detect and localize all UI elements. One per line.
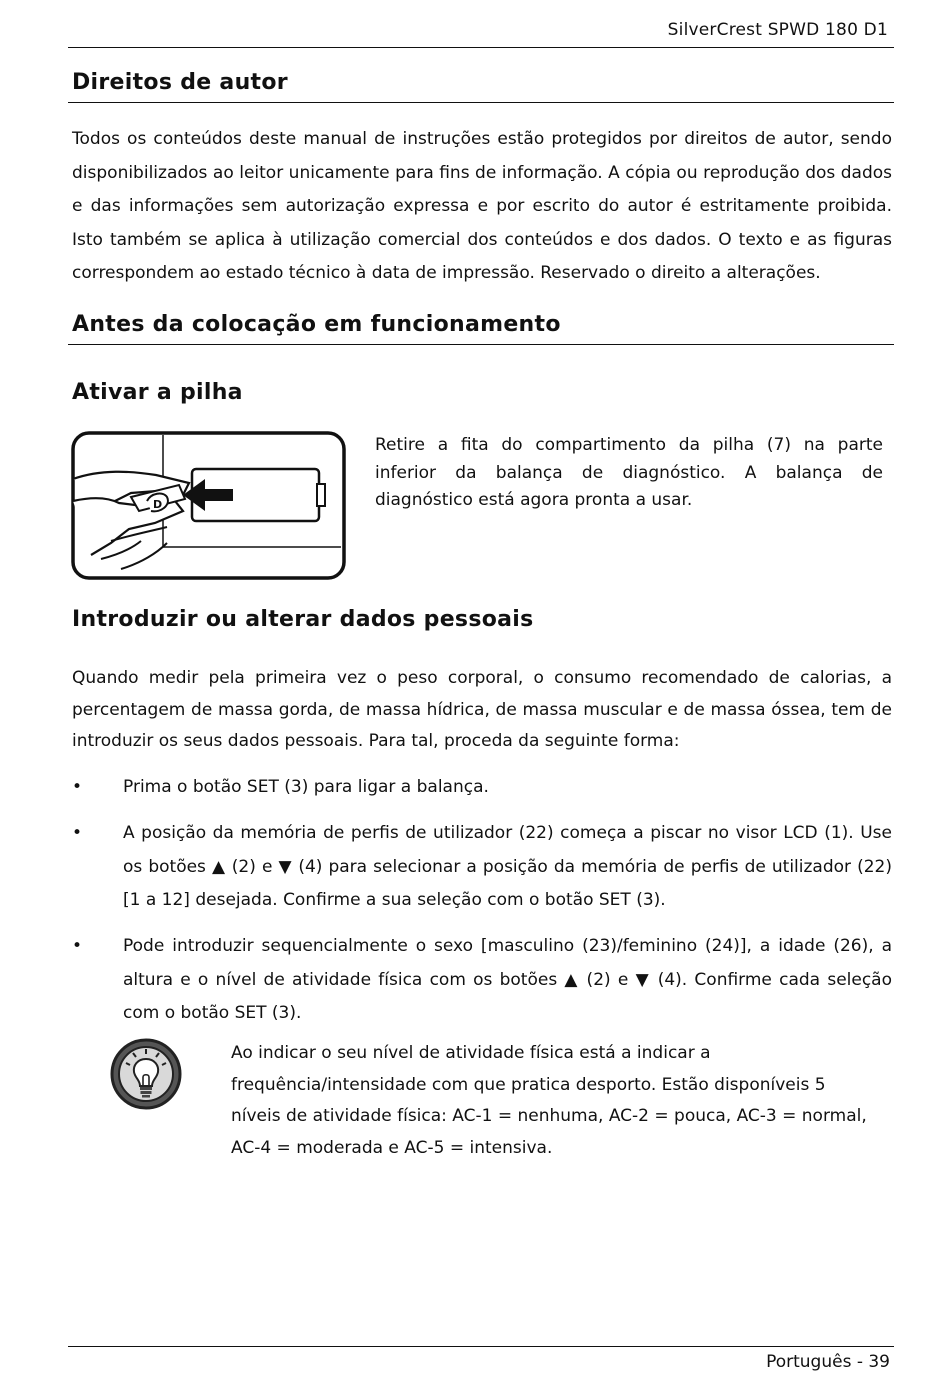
running-header: SilverCrest SPWD 180 D1 [667, 20, 888, 40]
battery-instructions: Retire a fita do compartimento da pilha (7) na parte inferior da balança de diagnóstico. A balança de diagnóstico está agora pronta a usar. [375, 435, 883, 510]
heading-rule [68, 344, 894, 345]
heading-battery: Ativar a pilha [72, 380, 243, 405]
list-item-text: Prima o botão SET (3) para ligar a balança. [123, 777, 489, 797]
bullet-icon: • [72, 777, 83, 797]
bullet-icon: • [72, 936, 83, 956]
list-item-text: A posição da memória de perfis de utilizador (22) começa a piscar no visor LCD (1). Use os botões ▲ (2) e ▼ (4) para selecionar a posição da memória de perfis de utilizador (22) [1 a 12] desejada. Confirme a sua seleção com o botão SET (3). [123, 823, 892, 910]
heading-rule [68, 102, 894, 103]
heading-copyright: Direitos de autor [72, 70, 288, 95]
heading-personal-data: Introduzir ou alterar dados pessoais [72, 607, 534, 632]
battery-tab-illustration [71, 431, 347, 581]
activity-level-note: Ao indicar o seu nível de atividade física está a indicar a frequência/intensidade com que pratica desporto. Estão disponíveis 5 níveis de atividade física: AC-1 = nenhuma, AC-2 = pouca, AC-3 = normal, AC-4 = moderada e AC-5 = intensiva. [231, 1043, 867, 1158]
copyright-paragraph: Todos os conteúdos deste manual de instruções estão protegidos por direitos de autor, sendo disponibilizados ao leitor unicamente para fins de informação. A cópia ou reprodução dos dados e das informações sem autorização expressa e por escrito do autor é estritamente proibida. Isto também se aplica à utilização comercial dos conteúdos e dos dados. O texto e as figuras correspondem ao estado técnico à data de impressão. Reservado o direito a alterações. [72, 129, 892, 283]
footer-rule [68, 1346, 894, 1347]
header-rule [68, 47, 894, 48]
svg-text:D: D [153, 498, 163, 511]
list-item-text: Pode introduzir sequencialmente o sexo [masculino (23)/feminino (24)], a idade (26), a altura e o nível de atividade física com os botões ▲ (2) e ▼ (4). Confirme cada seleção com o botão SET (3). [123, 936, 892, 1023]
personal-data-intro: Quando medir pela primeira vez o peso corporal, o consumo recomendado de calorias, a percentagem de massa gorda, de massa hídrica, de massa muscular e de massa óssea, tem de introduzir os seus dados pessoais. Para tal, proceda da seguinte forma: [72, 668, 892, 751]
bullet-icon: • [72, 823, 83, 843]
heading-before-use: Antes da colocação em funcionamento [72, 312, 561, 337]
lightbulb-icon [109, 1037, 183, 1111]
page-number: Português - 39 [766, 1352, 890, 1372]
